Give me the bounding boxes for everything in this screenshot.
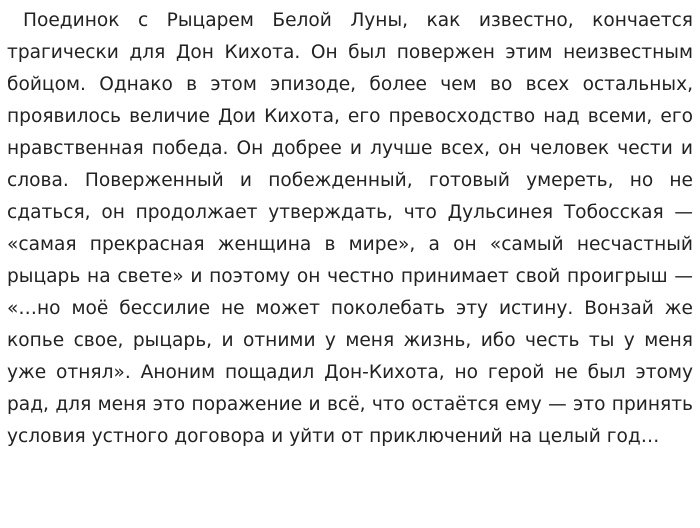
body-paragraph: Поединок с Рыцарем Белой Луны, как известно, кончается трагически для Дон Кихота. Он был повержен этим неизвестным бойцом. Однако в этом эпизоде, более чем во всех остальных, проявилось величие Дои Кихота, его превосходство над всеми, его нравственная победа. Он добрее и лучше всех, он человек чести и слова. Поверженный и побежденный, готовый умереть, но не сдаться, он продолжает утверждать, что Дульсинея Тобосская — «самая прекрасная женщина в мире», а он «самый несчастный рыцарь на свете» и поэтому он честно принимает свой проигрыш — «…но моё бессилие не может поколебать эту истину. Вонзай же копье свое, рыцарь, и отними у меня жизнь, ибо честь ты у меня уже отнял». Аноним пощадил Дон-Кихота, но герой не был этому рад, для меня это поражение и всё, что остаётся ему — это принять условия устного договора и уйти от приключений на целый год… [7,10,693,447]
